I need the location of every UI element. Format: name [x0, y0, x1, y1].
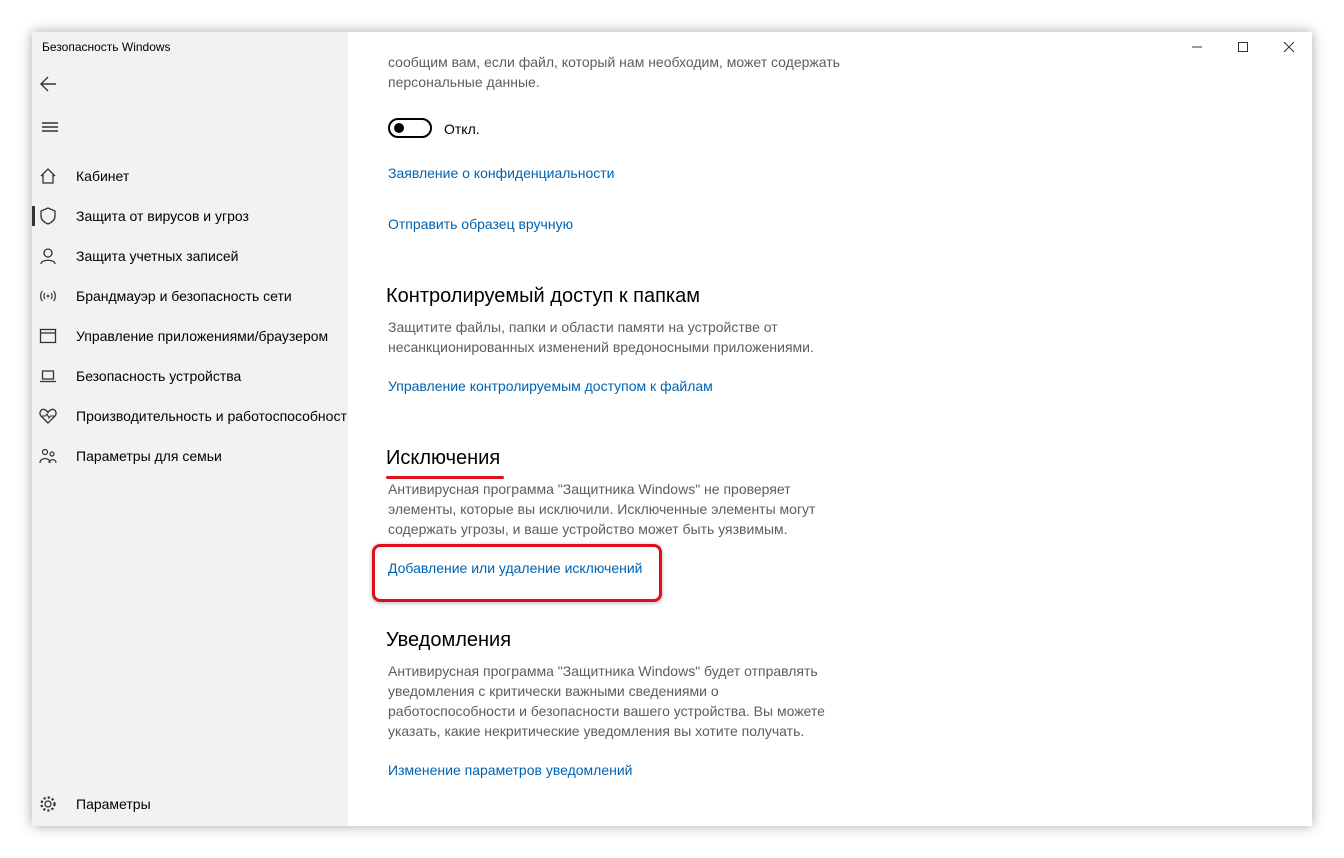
window-title: Безопасность Windows	[42, 40, 171, 54]
sidebar-item-family-options[interactable]	[32, 438, 348, 474]
sidebar-item-label: Параметры для семьи	[76, 448, 222, 464]
hamburger-menu-button[interactable]	[36, 112, 68, 144]
sidebar-item-virus-protection[interactable]	[32, 198, 348, 234]
controlled-folder-access-description	[388, 317, 868, 357]
toggle-state-label: Откл.	[444, 121, 480, 137]
description-line: Защитите файлы, папки и области памяти на устройстве от	[388, 319, 778, 335]
sidebar-item-firewall[interactable]	[32, 278, 348, 314]
privacy-statement-link[interactable]: Заявление о конфиденциальности	[388, 165, 615, 181]
main-content	[388, 32, 1288, 826]
sidebar-item-device-security[interactable]	[32, 358, 348, 394]
description-line: элементы, которые вы исключили. Исключенные элементы могут	[388, 501, 816, 517]
back-button[interactable]	[36, 68, 68, 100]
wifi-icon	[38, 286, 58, 306]
sidebar-item-label: Кабинет	[76, 168, 130, 184]
person-icon	[38, 246, 58, 266]
sidebar-item-home[interactable]	[32, 158, 348, 194]
exclusions-description	[388, 479, 868, 539]
heart-icon	[38, 406, 58, 426]
cloud-protection-description	[388, 52, 868, 92]
add-remove-exclusions-link[interactable]: Добавление или удаление исключений	[388, 560, 643, 576]
laptop-icon	[38, 366, 58, 386]
exclusions-heading: Исключения	[386, 447, 501, 469]
back-arrow-icon	[36, 68, 68, 100]
sidebar-item-label: Брандмауэр и безопасность сети	[76, 288, 292, 304]
sidebar	[32, 32, 348, 826]
gear-icon	[38, 794, 58, 814]
controlled-folder-access-heading: Контролируемый доступ к папкам	[386, 285, 700, 307]
family-icon	[38, 446, 58, 466]
manage-controlled-folder-access-link[interactable]: Управление контролируемым доступом к файлам	[388, 378, 713, 394]
description-line: уведомления с критически важными сведениями о	[388, 683, 719, 699]
sidebar-item-label: Защита от вирусов и угроз	[76, 208, 249, 224]
app-window	[32, 32, 1312, 826]
sidebar-item-label: Защита учетных записей	[76, 248, 239, 264]
sidebar-item-label: Безопасность устройства	[76, 368, 242, 384]
sidebar-item-app-browser-control[interactable]	[32, 318, 348, 354]
sidebar-item-label: Управление приложениями/браузером	[76, 328, 329, 344]
description-line: Антивирусная программа "Защитника Windows" не проверяет	[388, 481, 791, 497]
sample-submission-toggle[interactable]	[388, 118, 432, 138]
notifications-description	[388, 661, 868, 741]
sidebar-item-label: Производительность и работоспособност	[76, 408, 347, 424]
sidebar-item-account-protection[interactable]	[32, 238, 348, 274]
description-line: указать, какие некритические уведомления вы хотите получать.	[388, 723, 805, 739]
notifications-heading: Уведомления	[386, 629, 512, 651]
description-line: Антивирусная программа "Защитника Windows" будет отправлять	[388, 663, 818, 679]
description-line: содержать угрозы, и ваше устройство может быть уязвимым.	[388, 521, 788, 537]
hamburger-icon	[36, 112, 68, 144]
shield-icon	[38, 206, 58, 226]
browser-icon	[38, 326, 58, 346]
submit-sample-link[interactable]: Отправить образец вручную	[388, 216, 574, 232]
description-line: сообщим вам, если файл, который нам необходим, может содержать	[388, 54, 840, 70]
change-notification-settings-link[interactable]: Изменение параметров уведомлений	[388, 762, 633, 778]
home-icon	[38, 166, 58, 186]
description-line: работоспособности и безопасности вашего устройства. Вы можете	[388, 703, 825, 719]
sidebar-item-label: Параметры	[76, 796, 151, 812]
sidebar-item-settings[interactable]	[32, 786, 348, 822]
description-line: персональные данные.	[388, 74, 540, 90]
sidebar-item-device-performance[interactable]	[32, 398, 348, 434]
toggle-knob	[394, 123, 404, 133]
description-line: несанкционированных изменений вредоносными приложениями.	[388, 339, 814, 355]
